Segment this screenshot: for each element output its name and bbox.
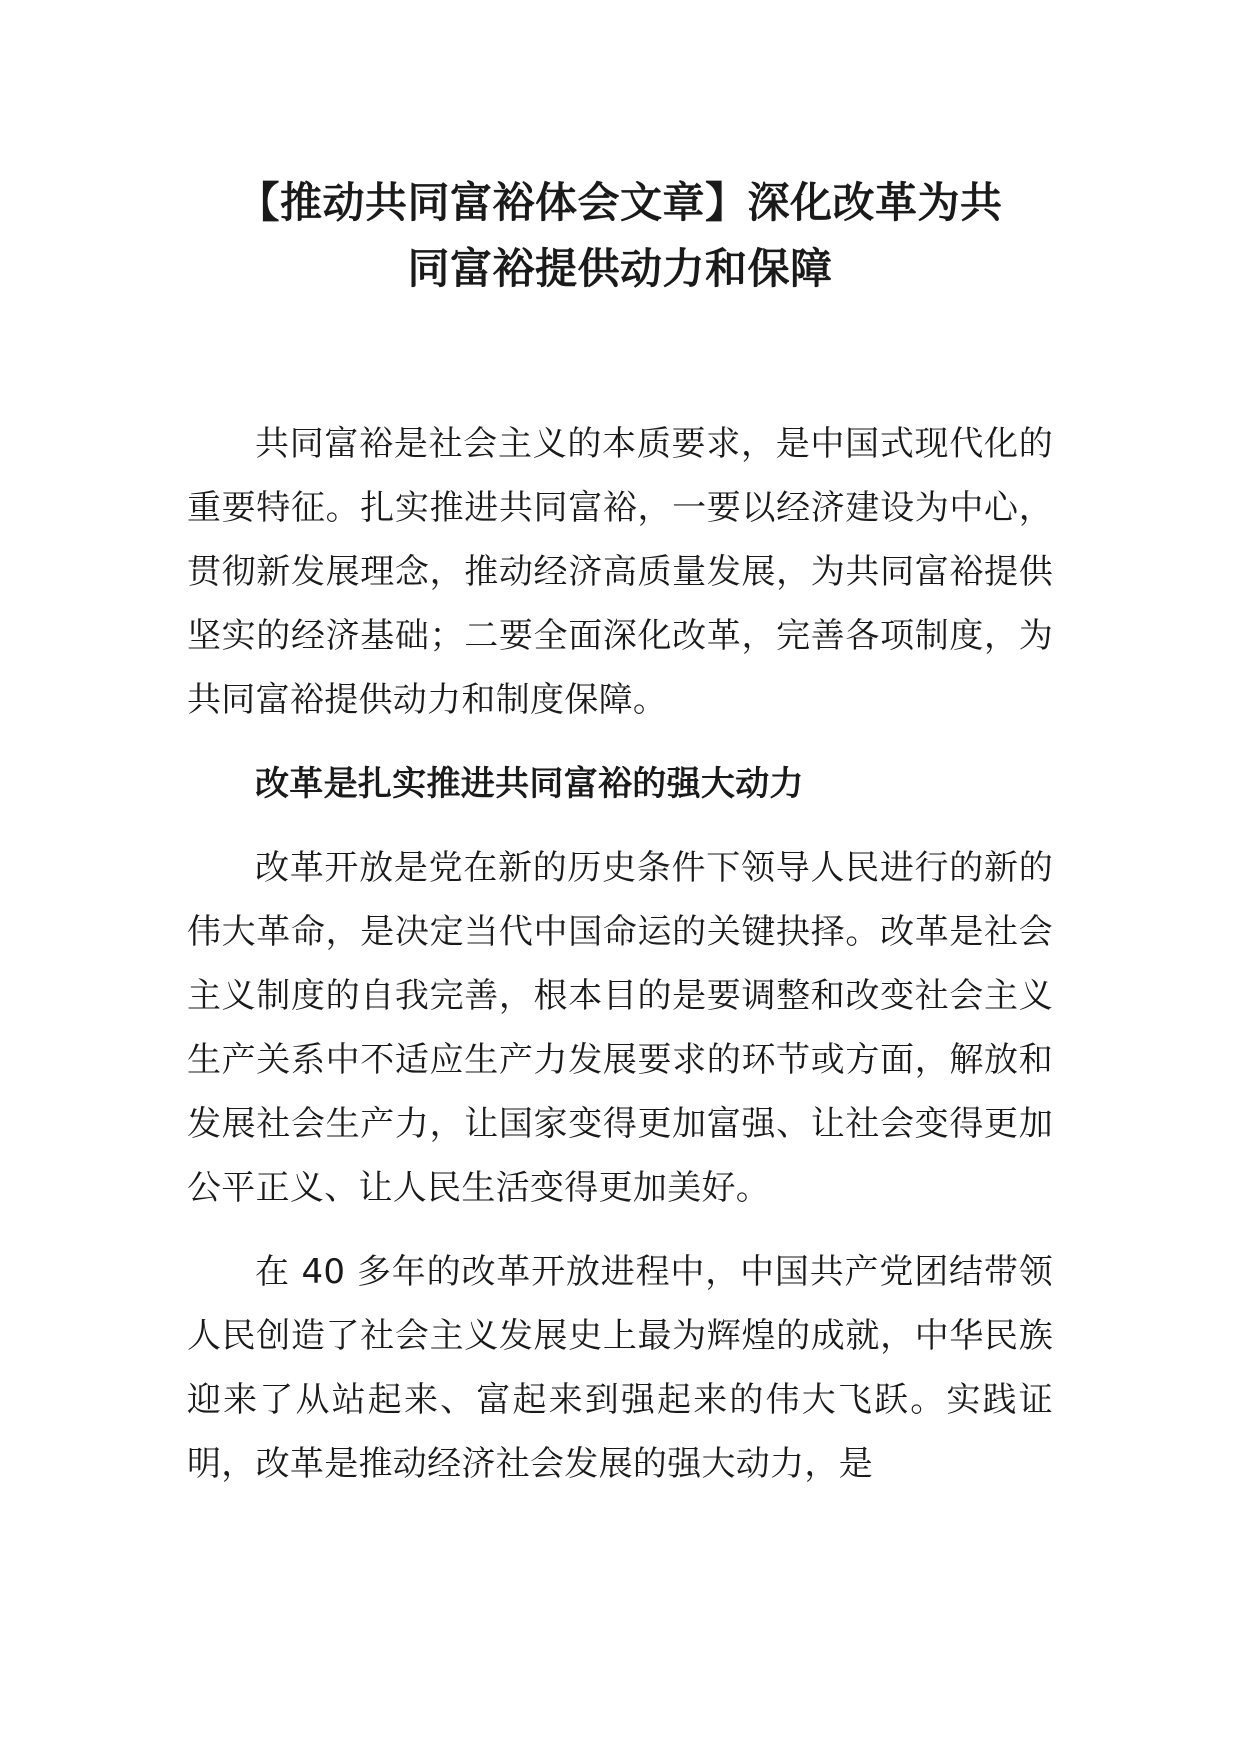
- document-body: [187, 412, 1053, 1516]
- paragraph-intro: 共同富裕是社会主义的本质要求，是中国式现代化的重要特征。扎实推进共同富裕，一要以经济建设为中心，贯彻新发展理念，推动经济高质量发展，为共同富裕提供坚实的经济基础；二要全面深化改革，完善各项制度，为共同富裕提供动力和制度保障。: [187, 424, 1053, 720]
- section-heading: 改革是扎实推进共同富裕的强大动力: [255, 764, 804, 804]
- document-title-line-2: 同富裕提供动力和保障: [407, 244, 833, 293]
- paragraph-reform: 改革开放是党在新的历史条件下领导人民进行的新的伟大革命，是决定当代中国命运的关键抉择。改革是社会主义制度的自我完善，根本目的是要调整和改变社会主义生产关系中不适应生产力发展要求的环节或方面，解放和发展社会生产力，让国家变得更加富强、让社会变得更加公平正义、让人民生活变得更加美好。: [187, 848, 1053, 1208]
- document-title: [185, 170, 1055, 302]
- document-title-line-1: 【推动共同富裕体会文章】深化改革为共: [237, 178, 1003, 227]
- paragraph-forty-years: 在 40 多年的改革开放进程中，中国共产党团结带领人民创造了社会主义发展史上最为辉煌的成就，中华民族迎来了从站起来、富起来到强起来的伟大飞跃。实践证明，改革是推动经济社会发展的强大动力，是: [187, 1252, 1053, 1484]
